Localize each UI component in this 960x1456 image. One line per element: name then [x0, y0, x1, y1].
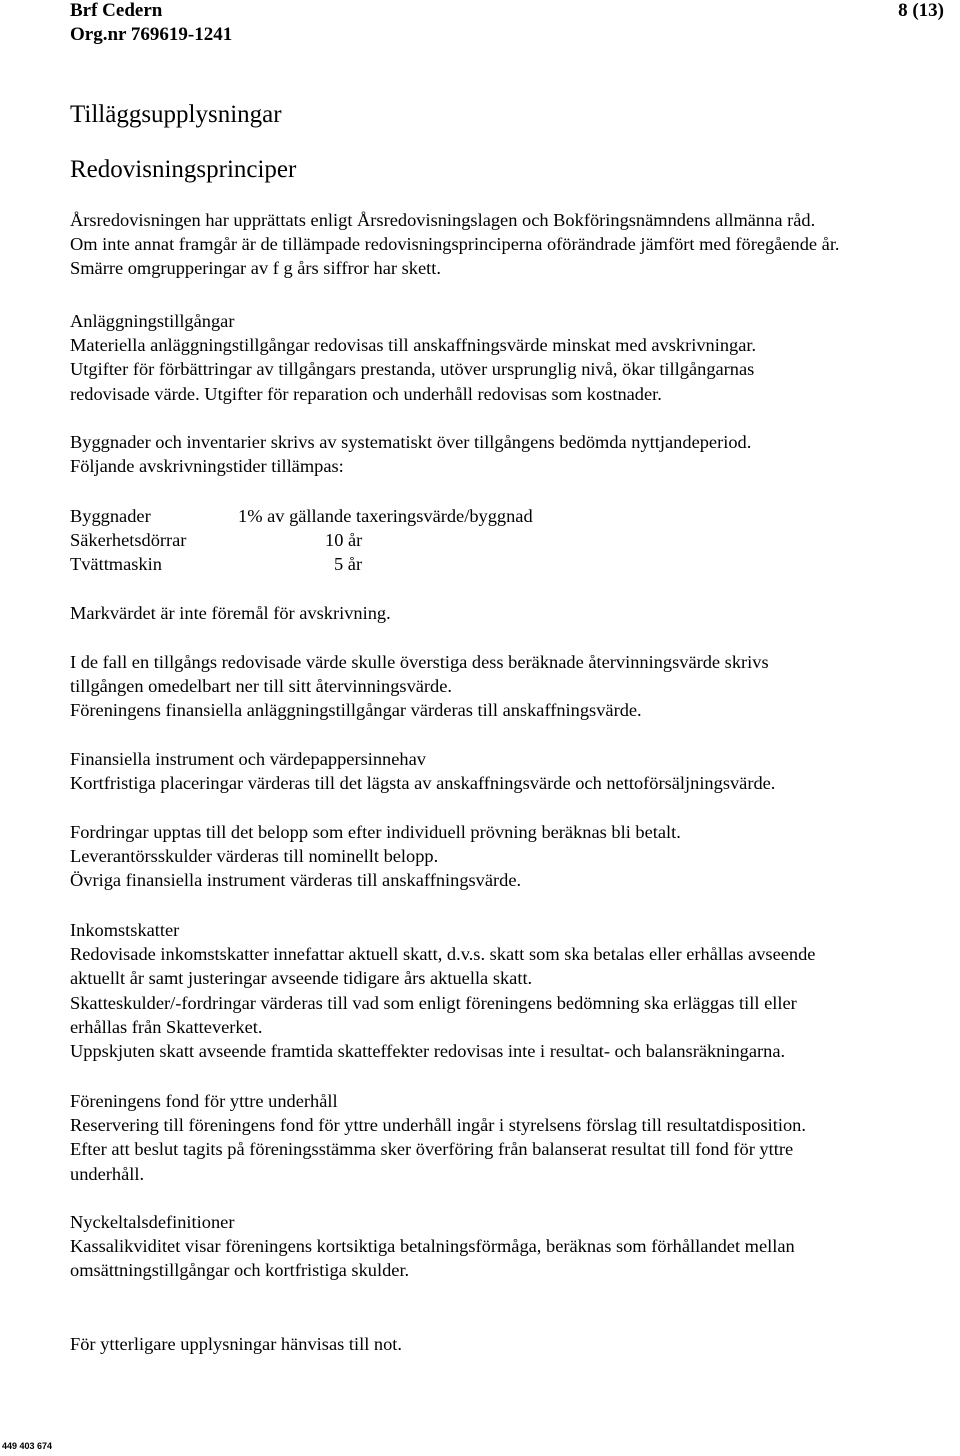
depreciation-value: 10 år [325, 530, 363, 550]
receivables-line-1: Fordringar upptas till det belopp som efter individuell prövning beräknas bli betalt. [70, 822, 681, 842]
depreciation-value: 5 år [334, 554, 363, 574]
depreciation-intro [70, 430, 950, 478]
closing-paragraph [70, 1332, 950, 1356]
fixed-assets-line-2: Utgifter för förbättringar av tillgångars prestanda, utöver ursprunglig nivå, ökar tillgångarnas [70, 359, 755, 380]
maintenance-fund-heading: Föreningens fond för yttre underhåll [70, 1091, 338, 1111]
land-paragraph [70, 601, 950, 625]
intro-line-2: Om inte annat framgår är de tillämpade redovisningsprinciperna oförändrade jämfört med föregående år. [70, 234, 840, 255]
maintenance-fund-line-3: underhåll. [70, 1163, 145, 1184]
impairment-paragraph [70, 650, 950, 723]
depreciation-label: Byggnader [70, 506, 151, 526]
maintenance-fund-section [70, 1089, 950, 1186]
financial-instruments-section [70, 747, 950, 795]
income-tax-line-1: Redovisade inkomstskatter innefattar aktuell skatt, d.v.s. skatt som ska betalas eller erhållas avseende [70, 944, 816, 965]
depreciation-value: 1% av gällande taxeringsvärde/byggnad [238, 506, 533, 526]
income-tax-line-4: erhållas från Skatteverket. [70, 1016, 263, 1037]
maintenance-fund-line-2: Efter att beslut tagits på föreningsstämma sker överföring från balanserat resultat till fond för yttre [70, 1139, 794, 1160]
key-ratios-heading: Nyckeltalsdefinitioner [70, 1212, 235, 1232]
receivables-line-2: Leverantörsskulder värderas till nominellt belopp. [70, 846, 439, 867]
intro-paragraph [70, 208, 950, 281]
intro-line-3: Smärre omgrupperingar av f g års siffror har skett. [70, 258, 441, 279]
org-name: Brf Cedern [70, 0, 163, 21]
closing-line-1: För ytterligare upplysningar hänvisas till not. [70, 1334, 403, 1354]
financial-instruments-line-1: Kortfristiga placeringar värderas till det lägsta av anskaffningsvärde och nettoförsäljningsvärde. [70, 773, 776, 794]
impairment-line-3: Föreningens finansiella anläggningstillgångar värderas till anskaffningsvärde. [70, 700, 642, 721]
income-tax-line-5: Uppskjuten skatt avseende framtida skatteffekter redovisas inte i resultat- och balansräkningarna. [70, 1041, 786, 1062]
depreciation-intro-line-1: Byggnader och inventarier skrivs av systematiskt över tillgångens bedömda nyttjandeperiod. [70, 432, 752, 452]
receivables-line-3: Övriga finansiella instrument värderas till anskaffningsvärde. [70, 870, 522, 891]
land-line-1: Markvärdet är inte föremål för avskrivning. [70, 603, 391, 623]
document-code: 449 403 674 [2, 1441, 53, 1451]
depreciation-intro-line-2: Följande avskrivningstider tillämpas: [70, 456, 344, 477]
income-tax-line-3: Skatteskulder/-fordringar värderas till vad som enligt föreningens bedömning ska erläggas till eller [70, 992, 797, 1013]
fixed-assets-line-1: Materiella anläggningstillgångar redovisas till anskaffningsvärde minskat med avskrivningar. [70, 335, 757, 356]
receivables-paragraph [70, 820, 950, 893]
maintenance-fund-line-1: Reservering till föreningens fond för yttre underhåll ingår i styrelsens förslag till resultatdisposition. [70, 1115, 806, 1136]
fixed-assets-section [70, 309, 950, 406]
org-number: Org.nr 769619-1241 [70, 24, 233, 45]
depreciation-label: Säkerhetsdörrar [70, 530, 187, 550]
key-ratios-line-1: Kassalikviditet visar föreningens kortsiktiga betalningsförmåga, beräknas som förhållandet mellan [70, 1236, 795, 1257]
key-ratios-section [70, 1210, 950, 1283]
income-tax-line-2: aktuellt år samt justeringar avseende tidigare års aktuella skatt. [70, 968, 533, 989]
financial-instruments-heading: Finansiella instrument och värdepappersinnehav [70, 749, 426, 769]
impairment-line-2: tillgången omedelbart ner till sitt återvinningsvärde. [70, 676, 453, 697]
fixed-assets-heading: Anläggningstillgångar [70, 311, 235, 331]
depreciation-label: Tvättmaskin [70, 554, 162, 574]
income-tax-section [70, 918, 950, 1063]
page-title: Tilläggsupplysningar [70, 101, 282, 128]
fixed-assets-line-3: redovisade värde. Utgifter för reparation och underhåll redovisas som kostnader. [70, 383, 662, 404]
page-number: 8 (13) [898, 0, 944, 21]
intro-line-1: Årsredovisningen har upprättats enligt Årsredovisningslagen och Bokföringsnämndens allmänna råd. [70, 210, 816, 230]
income-tax-heading: Inkomstskatter [70, 920, 180, 940]
key-ratios-line-2: omsättningstillgångar och kortfristiga skulder. [70, 1260, 410, 1281]
section-title: Redovisningsprinciper [70, 156, 297, 183]
impairment-line-1: I de fall en tillgångs redovisade värde skulle överstiga dess beräknade återvinningsvärde skrivs [70, 652, 769, 672]
